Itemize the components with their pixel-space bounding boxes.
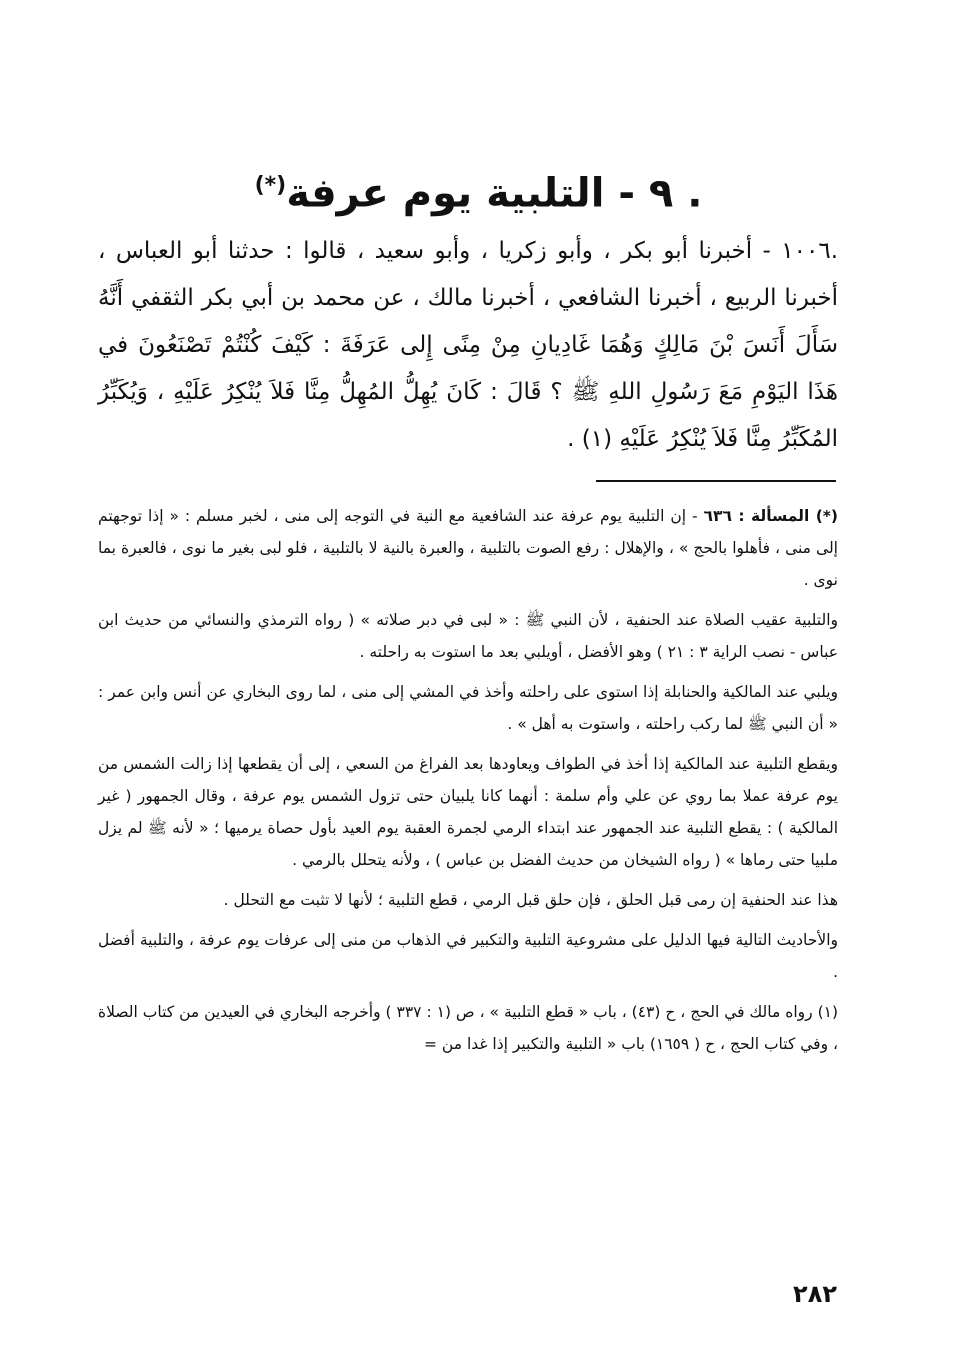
- footnote-lead: (*) المسألة : ٦٣٦: [703, 507, 839, 525]
- footnotes: [98, 500, 838, 1068]
- footnote-text: - إن التلبية يوم عرفة عند الشافعية مع النية في التوجه إلى منى ، لخبر مسلم : « إذا توجهتم إلى منى ، فأهلوا بالحج » ، والإهلال : رفع الصوت بالتلبية ، والعبرة بالنية لا بالتلبية ، فلو لبى بغير ما نوى ، فالعبرة بما نوى .: [98, 507, 838, 589]
- hadith-text: .١٠٠٦ - أخبرنا أبو بكر ، وأبو زكريا ، وأبو سعيد ، قالوا : حدثنا أبو العباس ، أخبرنا الربيع ، أخبرنا الشافعي ، أخبرنا مالك ، عن محمد بن أبي بكر الثقفي أَنَّهُ سَأَلَ أَنَسَ بْنَ مَالِكٍ وَهُمَا غَادِيانِ مِنْ مِنًى إِلى عَرَفَةَ : كَيْفَ كُنْتُمْ تَصْنَعُونَ في هَذَا اليَوْمِ مَعَ رَسُولِ اللهِ ﷺ ؟ قَالَ : كَانَ يُهِلُّ المُهِلُّ مِنَّا فَلاَ يُنْكِرُ عَلَيْهِ ، وَيُكَبِّرُ المُكَبِّرُ مِنَّا فَلاَ يُنْكِرُ عَلَيْهِ (١) .: [98, 238, 838, 452]
- page-number: ٢٨٢: [793, 1280, 837, 1308]
- footnote-reference: (١) رواه مالك في الحج ، ح (٤٣) ، باب « قطع التلبية » ، ص (١ : ٣٣٧ ) وأخرجه البخاري في العيدين من كتاب الصلاة ، وفي كتاب الحج ، ح ( ١٦٥٩) باب « التلبية والتكبير إذا غدا من =: [98, 1003, 839, 1053]
- chapter-title: [0, 160, 957, 219]
- footnote-paragraph: هذا عند الحنفية إن رمى قبل الحلق ، فإن حلق قبل الرمي ، قطع التلبية ؛ لأنها لا تثبت مع التحلل .: [223, 891, 838, 909]
- chapter-title-marker: (*): [254, 173, 287, 198]
- footnote-paragraph: والتلبية عقيب الصلاة عند الحنفية ، لأن النبي ﷺ : « لبى في دبر صلاته » ( رواه الترمذي والنسائي من حديث ابن عباس - نصب الراية ٣ : ٢١ ) وهو الأفضل ، أويلبي بعد ما استوت به راحلته .: [98, 611, 838, 661]
- footnote-paragraph: ويقطع التلبية عند المالكية إذا أخذ في الطواف ويعاودها بعد الفراغ من السعي ، إلى أن يقطعها إذا زالت الشمس من يوم عرفة عملا بما روي عن علي وأم سلمة : أنهما كانا يلبيان حتى تزول الشمس يوم عرفة ، وقال الجمهور ( غير المالكية ) : يقطع التلبية عند الجمهور عند ابتداء الرمي لجمرة العقبة يوم العيد بأول حصاة يرميها ؛ « لأنه ﷺ لم يزل ملبيا حتى رماها » ( رواه الشيخان من حديث الفضل بن عباس ) ، ولأنه يتحلل بالرمي .: [98, 755, 838, 869]
- footnote-paragraph: والأحاديث التالية فيها الدليل على مشروعية التلبية والتكبير في الذهاب من منى إلى عرفات يوم عرفة ، والتلبية أفضل .: [98, 931, 838, 981]
- chapter-title-text: . ٩ - التلبية يوم عرفة: [286, 170, 703, 217]
- footnote-paragraph: ويلبي عند المالكية والحنابلة إذا استوى على راحلته وأخذ في المشي إلى منى ، لما روى البخاري عن أنس وابن عمر : « أن النبي ﷺ لما ركب راحلته ، واستوت به أهل » .: [98, 683, 838, 733]
- footnote-separator: [596, 480, 836, 482]
- footnote-paragraph: [98, 500, 838, 596]
